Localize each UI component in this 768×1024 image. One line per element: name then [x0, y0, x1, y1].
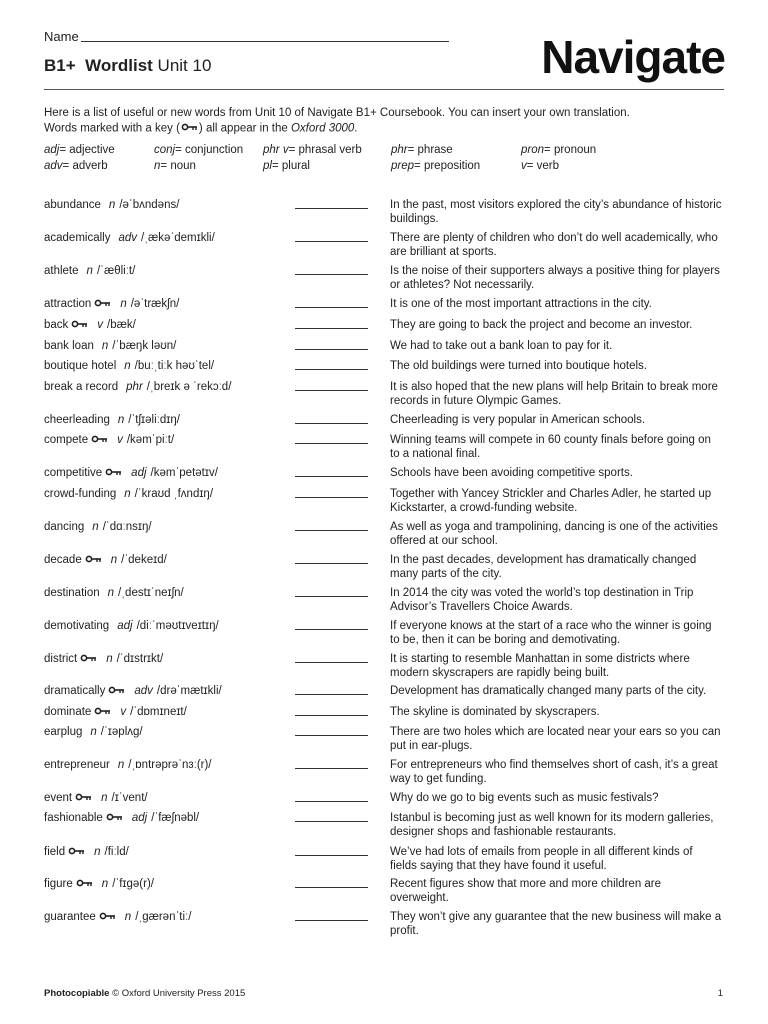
entry-word: academically	[44, 232, 111, 244]
entry-headword	[44, 413, 180, 427]
entry-part-of-speech: n	[90, 726, 97, 738]
entry-part-of-speech: adj	[117, 620, 133, 632]
entry-part-of-speech: n	[86, 265, 93, 277]
key-icon	[94, 705, 111, 719]
entry-word: decade	[44, 554, 82, 567]
entry-pronunciation: /ˌɒntrəprəˈnɜː(r)/	[128, 759, 212, 771]
page-number: 1	[717, 988, 723, 999]
abbreviation-meaning: = conjunction	[175, 144, 244, 156]
translation-blank[interactable]	[295, 855, 368, 856]
footer-rest: © Oxford University Press 2015	[109, 988, 246, 999]
entry-headword	[44, 231, 215, 245]
entry-example: In 2014 the city was voted the world’s top destination in Trip Advisor’s Travellers Choice Awards.	[390, 587, 694, 613]
entry-pronunciation: /ˌækəˈdemɪkli/	[141, 232, 215, 244]
entry-pronunciation: /buːˌtiːk həʊˈtel/	[134, 360, 215, 372]
entry-headword	[44, 339, 176, 353]
entry-example: Winning teams will compete in 60 county finals before going on to a national final.	[390, 434, 711, 460]
entry-word: event	[44, 792, 73, 805]
translation-blank[interactable]	[295, 307, 368, 308]
entry-pronunciation: /ˈdekeɪd/	[121, 554, 167, 567]
entry-pronunciation: /bæk/	[107, 319, 136, 332]
abbreviation-term: phr	[391, 144, 408, 156]
entry-example: Istanbul is becoming just as well known for its modern galleries, designer shops and fashionable restaurants.	[390, 812, 714, 838]
abbreviation-term: adj	[44, 144, 60, 156]
key-icon	[68, 845, 85, 859]
entry-headword	[44, 520, 152, 534]
translation-blank[interactable]	[295, 423, 368, 424]
name-input-line[interactable]	[81, 41, 449, 42]
abbreviation-item	[154, 158, 196, 174]
translation-blank[interactable]	[295, 476, 368, 477]
key-icon	[91, 433, 108, 447]
entry-word: dramatically	[44, 685, 106, 698]
abbreviation-meaning: = plural	[271, 160, 310, 172]
entry-word: earplug	[44, 726, 83, 738]
title-unit: Unit 10	[157, 56, 212, 75]
entry-example: The skyline is dominated by skyscrapers.	[390, 706, 600, 718]
entry-word: compete	[44, 434, 89, 447]
entry-word: bank loan	[44, 340, 94, 352]
entry-part-of-speech: n	[124, 911, 132, 924]
entry-part-of-speech: n	[117, 759, 125, 771]
translation-blank[interactable]	[295, 887, 368, 888]
entry-headword	[44, 380, 231, 394]
translation-blank[interactable]	[295, 629, 368, 630]
entry-word: attraction	[44, 298, 92, 311]
entry-part-of-speech: v	[117, 434, 123, 447]
entry-pronunciation: /ˈdɪstrɪkt/	[116, 653, 164, 666]
entry-example: We’ve had lots of emails from people in all different kinds of fields saying that they have found it useful.	[390, 846, 693, 872]
key-icon	[76, 877, 93, 891]
abbreviation-term: pron	[521, 144, 545, 156]
intro-line-2-middle: ) all appear in the	[198, 122, 291, 135]
entry-pronunciation: /drəˈmætɪkli/	[156, 685, 222, 698]
entry-headword	[44, 198, 179, 212]
entry-pronunciation: /fiːld/	[104, 846, 129, 859]
entry-part-of-speech: adv	[134, 685, 153, 698]
brand-logo: Navigate	[541, 31, 725, 83]
intro-line-2	[44, 121, 724, 137]
entry-example: They are going to back the project and become an investor.	[390, 319, 693, 331]
entry-pronunciation: /kəmˈpiːt/	[126, 434, 175, 447]
translation-blank[interactable]	[295, 497, 368, 498]
abbreviation-item	[44, 158, 108, 174]
entry-headword	[44, 359, 214, 373]
translation-blank[interactable]	[295, 369, 368, 370]
entry-word: dominate	[44, 706, 92, 719]
entry-word: crowd-funding	[44, 488, 117, 500]
entry-word: back	[44, 319, 69, 332]
key-icon	[181, 121, 198, 136]
entry-example: Cheerleading is very popular in American schools.	[390, 414, 646, 426]
abbreviation-term: adv	[44, 160, 63, 172]
key-icon	[80, 652, 97, 666]
entry-pronunciation: /ˈtʃɪəliːdɪŋ/	[128, 414, 180, 426]
intro-oxford: Oxford 3000	[290, 122, 355, 135]
intro-line-1: Here is a list of useful or new words from Unit 10 of Navigate B1+ Coursebook. You can insert your own translation.	[44, 107, 630, 119]
entry-part-of-speech: n	[106, 653, 113, 666]
abbreviation-term: pl	[263, 160, 272, 172]
entry-example: Why do we go to big events such as music festivals?	[390, 792, 659, 804]
entry-headword	[44, 553, 167, 567]
abbreviation-item	[154, 142, 243, 158]
abbreviation-item	[44, 142, 115, 158]
translation-blank[interactable]	[295, 328, 368, 329]
entry-headword	[44, 318, 136, 332]
key-icon	[108, 684, 125, 698]
entry-pronunciation: /ˈbæŋk ləʊn/	[112, 340, 177, 352]
translation-blank[interactable]	[295, 349, 368, 350]
entry-example: As well as yoga and trampolining, dancing is one of the activities offered at our school.	[390, 521, 718, 547]
abbreviation-term: n	[154, 160, 161, 172]
name-label: Name	[44, 29, 79, 44]
abbreviation-item	[391, 158, 480, 174]
entry-headword	[44, 297, 179, 311]
entry-example: Schools have been avoiding competitive sports.	[390, 467, 633, 479]
entry-word: athlete	[44, 265, 79, 277]
entry-word: field	[44, 846, 66, 859]
entry-example: It is one of the most important attractions in the city.	[390, 298, 652, 310]
entry-part-of-speech: adj	[131, 467, 147, 480]
entry-headword	[44, 264, 135, 278]
entry-word: cheerleading	[44, 414, 110, 426]
entry-example: Recent figures show that more and more children are overweight.	[390, 878, 662, 904]
entry-part-of-speech: phr	[126, 381, 143, 393]
abbreviation-item	[391, 142, 453, 158]
entry-word: guarantee	[44, 911, 96, 924]
entry-headword	[44, 877, 154, 891]
entry-example: There are plenty of children who don’t do well academically, who are brilliant at sports.	[390, 232, 718, 258]
entry-part-of-speech: n	[101, 792, 108, 805]
abbreviation-term: prep	[391, 160, 415, 172]
entry-part-of-speech: n	[124, 488, 131, 500]
abbreviation-meaning: = preposition	[414, 160, 481, 172]
translation-blank[interactable]	[295, 715, 368, 716]
entry-word: break a record	[44, 381, 119, 393]
translation-blank[interactable]	[295, 662, 368, 663]
entry-part-of-speech: n	[107, 587, 115, 599]
entry-pronunciation: /ˌbreɪk ə ˈrekɔːd/	[146, 381, 232, 393]
key-icon	[105, 466, 122, 480]
translation-blank[interactable]	[295, 596, 368, 597]
entry-part-of-speech: n	[94, 846, 101, 859]
intro-line-2-start: Words marked with a key (	[44, 122, 180, 135]
entry-part-of-speech: n	[120, 298, 127, 311]
entry-example: In the past decades, development has dramatically changed many parts of the city.	[390, 554, 697, 580]
entry-example: In the past, most visitors explored the city’s abundance of historic buildings.	[390, 199, 722, 225]
entry-word: entrepreneur	[44, 759, 110, 771]
entry-headword	[44, 652, 163, 666]
key-icon	[71, 318, 88, 332]
entry-headword	[44, 586, 184, 600]
entry-word: district	[44, 653, 78, 666]
abbreviation-term: conj	[154, 144, 176, 156]
entry-headword	[44, 619, 219, 633]
entry-pronunciation: /ˈdɑːnsɪŋ/	[102, 521, 152, 533]
entry-part-of-speech: n	[124, 360, 131, 372]
entry-pronunciation: /ˌɡærənˈtiː/	[135, 911, 192, 924]
abbreviation-item	[263, 158, 310, 174]
abbreviation-meaning: = verb	[526, 160, 560, 172]
entry-pronunciation: /ɪˈvent/	[111, 792, 148, 805]
entry-example: We had to take out a bank loan to pay for it.	[390, 340, 613, 352]
entry-pronunciation: /ˌdestɪˈneɪʃn/	[118, 587, 184, 599]
abbreviation-item	[521, 142, 596, 158]
entry-example: There are two holes which are located near your ears so you can put in ear-plugs.	[390, 726, 721, 752]
entry-headword	[44, 845, 129, 859]
entry-part-of-speech: n	[101, 878, 109, 891]
entry-headword	[44, 791, 148, 805]
abbreviation-item	[521, 158, 559, 174]
key-icon	[106, 811, 123, 825]
entry-example: Is the noise of their supporters always a positive thing for players or athletes? Not necessarily.	[390, 265, 720, 291]
entry-example: The old buildings were turned into boutique hotels.	[390, 360, 648, 372]
footer-copyright	[44, 988, 245, 999]
entry-example: They won’t give any guarantee that the new business will make a profit.	[390, 911, 722, 937]
translation-blank[interactable]	[295, 735, 368, 736]
entry-headword	[44, 487, 213, 501]
entry-word: figure	[44, 878, 73, 891]
abbreviation-meaning: = noun	[160, 160, 196, 172]
translation-blank[interactable]	[295, 390, 368, 391]
translation-blank[interactable]	[295, 563, 368, 564]
translation-blank[interactable]	[295, 274, 368, 275]
translation-blank[interactable]	[295, 768, 368, 769]
page-title	[44, 56, 211, 76]
key-icon	[85, 553, 102, 567]
entry-word: dancing	[44, 521, 85, 533]
entry-pronunciation: /əˈbʌndəns/	[119, 199, 180, 211]
abbreviation-meaning: = pronoun	[544, 144, 597, 156]
entry-headword	[44, 811, 199, 825]
entry-part-of-speech: v	[97, 319, 104, 332]
entry-pronunciation: /ˈɪəplʌɡ/	[100, 726, 143, 738]
entry-part-of-speech: n	[110, 554, 118, 567]
abbreviation-term: v	[521, 160, 527, 172]
entry-pronunciation: /ˈfæʃnəbl/	[151, 812, 200, 825]
translation-blank[interactable]	[295, 530, 368, 531]
intro-line-2-end: .	[354, 122, 358, 135]
entry-word: boutique hotel	[44, 360, 117, 372]
key-icon	[75, 791, 92, 805]
entry-word: destination	[44, 587, 100, 599]
entry-part-of-speech: n	[101, 340, 109, 352]
entry-headword	[44, 705, 187, 719]
header-divider	[44, 89, 724, 90]
entry-part-of-speech: v	[120, 706, 127, 719]
key-icon	[99, 910, 116, 924]
entry-pronunciation: /ˈfɪɡə(r)/	[112, 878, 154, 891]
entry-example: It is also hoped that the new plans will help Britain to break more records in future Olympic Games.	[390, 381, 718, 407]
entry-word: fashionable	[44, 812, 103, 825]
abbreviation-meaning: = phrasal verb	[288, 144, 362, 156]
translation-blank[interactable]	[295, 208, 368, 209]
footer-photocopiable: Photocopiable	[44, 988, 110, 999]
entry-example: Development has dramatically changed many parts of the city.	[390, 685, 707, 697]
entry-example: For entrepreneurs who find themselves short of cash, it’s a great way to get funding.	[390, 759, 718, 785]
entry-word: competitive	[44, 467, 103, 480]
translation-blank[interactable]	[295, 920, 368, 921]
entry-pronunciation: /əˈtrækʃn/	[130, 298, 180, 311]
translation-blank[interactable]	[295, 801, 368, 802]
entry-pronunciation: /ˈdɒmɪneɪt/	[130, 706, 187, 719]
abbreviation-item	[263, 142, 362, 158]
entry-pronunciation: /diːˈməʊtɪveɪtɪŋ/	[136, 620, 219, 632]
entry-part-of-speech: n	[117, 414, 125, 426]
translation-blank[interactable]	[295, 241, 368, 242]
entry-headword	[44, 725, 143, 739]
entry-pronunciation: /kəmˈpetətɪv/	[150, 467, 218, 480]
entry-pronunciation: /ˈkraʊd ˌfʌndɪŋ/	[134, 488, 214, 500]
entry-headword	[44, 758, 212, 772]
title-bold: Wordlist	[85, 56, 153, 75]
translation-blank[interactable]	[295, 443, 368, 444]
level-label: B1+	[44, 56, 76, 75]
entry-part-of-speech: adj	[131, 812, 148, 825]
translation-blank[interactable]	[295, 694, 368, 695]
entry-headword	[44, 910, 191, 924]
entry-headword	[44, 466, 218, 480]
entry-headword	[44, 684, 222, 698]
entry-example: It is starting to resemble Manhattan in some districts where modern skyscrapers are rapidly being built.	[390, 653, 690, 679]
entry-pronunciation: /ˈæθliːt/	[96, 265, 136, 277]
intro-text	[44, 106, 724, 137]
translation-blank[interactable]	[295, 821, 368, 822]
entry-part-of-speech: adv	[118, 232, 138, 244]
abbreviation-meaning: = adjective	[59, 144, 115, 156]
entry-example: Together with Yancey Strickler and Charles Adler, he started up Kickstarter, a crowd-funding website.	[390, 488, 712, 514]
key-icon	[94, 297, 111, 311]
abbreviation-meaning: = adverb	[62, 160, 108, 172]
entry-word: abundance	[44, 199, 101, 211]
entry-headword	[44, 433, 174, 447]
entry-example: If everyone knows at the start of a race who the winner is going to be, then it can be boring and demotivating.	[390, 620, 712, 646]
entry-part-of-speech: n	[92, 521, 99, 533]
entry-part-of-speech: n	[108, 199, 116, 211]
entry-word: demotivating	[44, 620, 110, 632]
abbreviation-meaning: = phrase	[407, 144, 453, 156]
abbreviation-term: phr v	[263, 144, 289, 156]
